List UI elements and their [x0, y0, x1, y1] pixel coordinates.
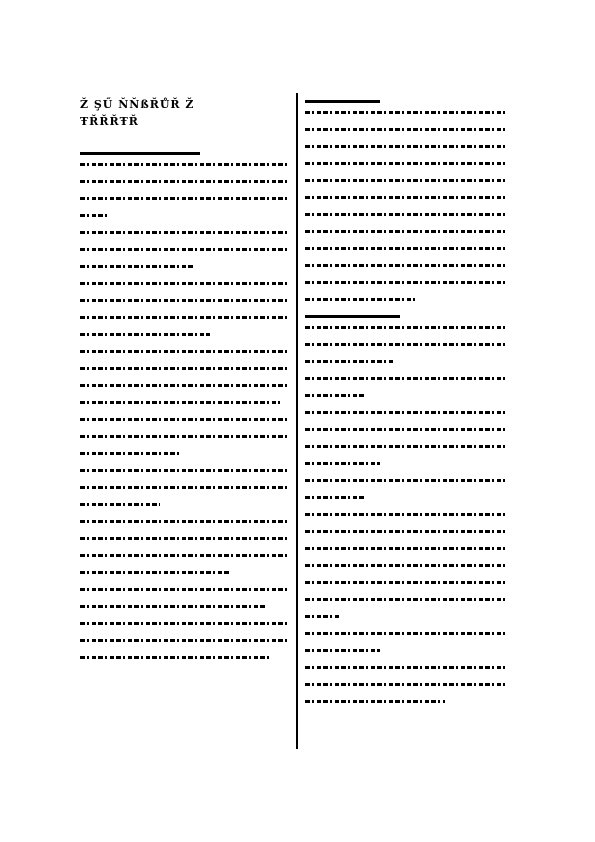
text-line [305, 394, 365, 397]
left-column [80, 96, 288, 673]
text-line [80, 333, 210, 336]
text-line [80, 605, 265, 608]
text-line [80, 265, 195, 268]
text-line [80, 163, 288, 166]
paragraph [80, 520, 288, 574]
text-line [305, 128, 505, 131]
text-line [305, 632, 505, 635]
text-line [80, 588, 288, 591]
text-line [305, 230, 505, 233]
text-line [80, 299, 288, 302]
text-line [80, 248, 288, 251]
left-paragraphs [80, 163, 288, 659]
text-line [80, 231, 288, 234]
text-line [80, 316, 288, 319]
text-line [305, 343, 505, 346]
paragraph [305, 666, 505, 703]
text-line [80, 639, 288, 642]
text-line [80, 656, 270, 659]
paragraph [80, 350, 288, 404]
paragraph [305, 326, 505, 363]
right-section-heading-2 [305, 315, 400, 318]
text-line [305, 179, 505, 182]
text-line [305, 513, 505, 516]
text-line [80, 520, 288, 523]
text-line [305, 298, 415, 301]
text-line [305, 360, 395, 363]
text-line [305, 666, 505, 669]
text-line [305, 162, 505, 165]
text-line [305, 564, 505, 567]
text-line [80, 435, 288, 438]
paragraph [80, 282, 288, 336]
text-line [305, 530, 505, 533]
text-line [80, 452, 180, 455]
right-paragraphs [305, 326, 505, 703]
document-title [80, 96, 288, 130]
text-line [305, 479, 505, 482]
text-line [305, 377, 505, 380]
text-line [80, 384, 288, 387]
left-section-heading [80, 152, 200, 155]
text-line [80, 197, 288, 200]
title-line-2: ŦŘŘŘŦŘ [80, 115, 139, 128]
column-divider [296, 93, 298, 749]
text-line [305, 615, 340, 618]
text-line [305, 462, 380, 465]
paragraph [80, 469, 288, 506]
text-line [305, 581, 505, 584]
heading-bar [80, 152, 200, 155]
paragraph [305, 632, 505, 652]
text-line [305, 547, 505, 550]
text-line [80, 180, 288, 183]
right-column [305, 100, 505, 717]
text-line [305, 496, 365, 499]
text-line [305, 700, 445, 703]
paragraph [305, 111, 505, 301]
text-line [305, 213, 505, 216]
text-line [305, 598, 505, 601]
paragraph [305, 377, 505, 397]
text-line [80, 367, 288, 370]
paragraph [305, 479, 505, 499]
text-line [80, 622, 288, 625]
right-section-heading-1 [305, 100, 380, 103]
text-line [80, 214, 110, 217]
paragraph [80, 231, 288, 268]
text-line [305, 111, 505, 114]
text-line [80, 350, 288, 353]
text-line [305, 281, 505, 284]
text-line [80, 486, 288, 489]
paragraph [305, 411, 505, 465]
text-line [305, 264, 505, 267]
text-line [80, 503, 160, 506]
heading-bar [305, 100, 380, 103]
paragraph [80, 588, 288, 659]
text-line [305, 411, 505, 414]
text-line [80, 418, 288, 421]
text-line [305, 649, 380, 652]
text-line [80, 469, 288, 472]
paragraph [80, 163, 288, 217]
text-line [305, 247, 505, 250]
heading-bar [305, 315, 400, 318]
text-line [305, 196, 505, 199]
text-line [305, 145, 505, 148]
text-line [305, 445, 505, 448]
text-line [80, 401, 280, 404]
text-line [80, 282, 288, 285]
text-line [305, 428, 505, 431]
text-line [80, 537, 288, 540]
text-line [305, 683, 505, 686]
title-line-1: Ž ŞŰ ŇŇßŘŮŘ Ž [80, 98, 195, 111]
text-line [80, 554, 288, 557]
right-section-1-body [305, 111, 505, 301]
text-line [305, 326, 505, 329]
text-line [80, 571, 230, 574]
paragraph [80, 418, 288, 455]
paragraph [305, 513, 505, 618]
